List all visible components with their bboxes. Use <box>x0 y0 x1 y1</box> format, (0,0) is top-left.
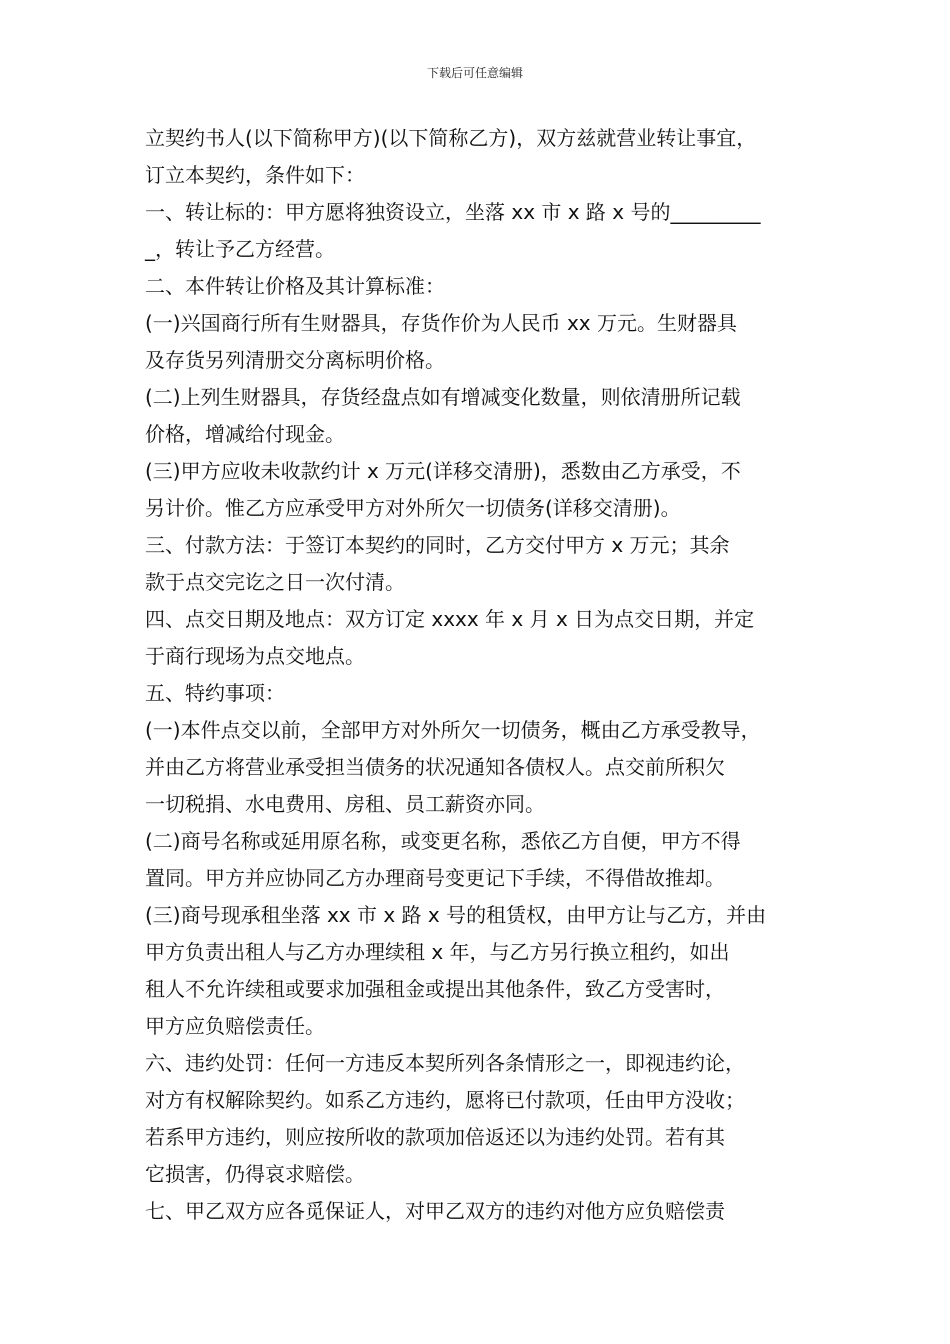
text-line: _，转让予乙方经营。 <box>145 237 335 261</box>
text-line: (三)商号现承租坐落 xx 市 x 路 x 号的租赁权，由甲方让与乙方，并由 <box>145 903 767 927</box>
text-line: 租人不允许续租或要求加强租金或提出其他条件，致乙方受害时， <box>145 977 725 1001</box>
text-line: 一切税捐、水电费用、房租、员工薪资亦同。 <box>145 792 545 816</box>
text-line: 二、本件转让价格及其计算标准： <box>145 274 445 298</box>
text-line: 款于点交完讫之日一次付清。 <box>145 570 405 594</box>
text-line: 四、点交日期及地点：双方订定 xxxx 年 x 月 x 日为点交日期，并定 <box>145 607 755 631</box>
text-line: (二)商号名称或延用原名称，或变更名称，悉依乙方自便，甲方不得 <box>145 829 741 853</box>
text-line: 若系甲方违约，则应按所收的款项加倍返还以为违约处罚。若有其 <box>145 1125 725 1149</box>
text-line: 三、付款方法：于签订本契约的同时，乙方交付甲方 x 万元；其余 <box>145 533 730 557</box>
text-line: 甲方应负赔偿责任。 <box>145 1014 325 1038</box>
text-line: 一、转让标的：甲方愿将独资设立，坐落 xx 市 x 路 x 号的_________ <box>145 200 761 224</box>
text-line: 于商行现场为点交地点。 <box>145 644 365 668</box>
text-line: (一)本件点交以前，全部甲方对外所欠一切债务，概由乙方承受教导， <box>145 718 761 742</box>
text-line: 价格，增减给付现金。 <box>145 422 345 446</box>
text-line: 及存货另列清册交分离标明价格。 <box>145 348 445 372</box>
text-line: 五、特约事项： <box>145 681 285 705</box>
text-line: 立契约书人(以下简称甲方)(以下简称乙方)，双方兹就营业转让事宜， <box>145 126 757 150</box>
text-line: 六、违约处罚：任何一方违反本契所列各条情形之一，即视违约论， <box>145 1051 745 1075</box>
text-line: (二)上列生财器具，存货经盘点如有增减变化数量，则依清册所记载 <box>145 385 741 409</box>
text-line: 置同。甲方并应协同乙方办理商号变更记下手续，不得借故推却。 <box>145 866 725 890</box>
text-line: (一)兴国商行所有生财器具，存货作价为人民币 xx 万元。生财器具 <box>145 311 737 335</box>
text-line: 另计价。惟乙方应承受甲方对外所欠一切债务(详移交清册)。 <box>145 496 681 520</box>
text-line: 它损害，仍得哀求赔偿。 <box>145 1162 365 1186</box>
text-line: 并由乙方将营业承受担当债务的状况通知各债权人。点交前所积欠 <box>145 755 725 779</box>
page-header: 下载后可任意编辑 <box>426 66 523 80</box>
contract-body <box>145 120 817 1230</box>
text-line: 七、甲乙双方应各觅保证人，对甲乙双方的违约对他方应负赔偿责 <box>145 1199 725 1223</box>
text-line: 对方有权解除契约。如系乙方违约，愿将已付款项，任由甲方没收； <box>145 1088 745 1112</box>
text-line: 甲方负责出租人与乙方办理续租 x 年，与乙方另行换立租约，如出 <box>145 940 730 964</box>
text-line: (三)甲方应收未收款约计 x 万元(详移交清册)，悉数由乙方承受，不 <box>145 459 741 483</box>
text-line: 订立本契约，条件如下： <box>145 163 365 187</box>
